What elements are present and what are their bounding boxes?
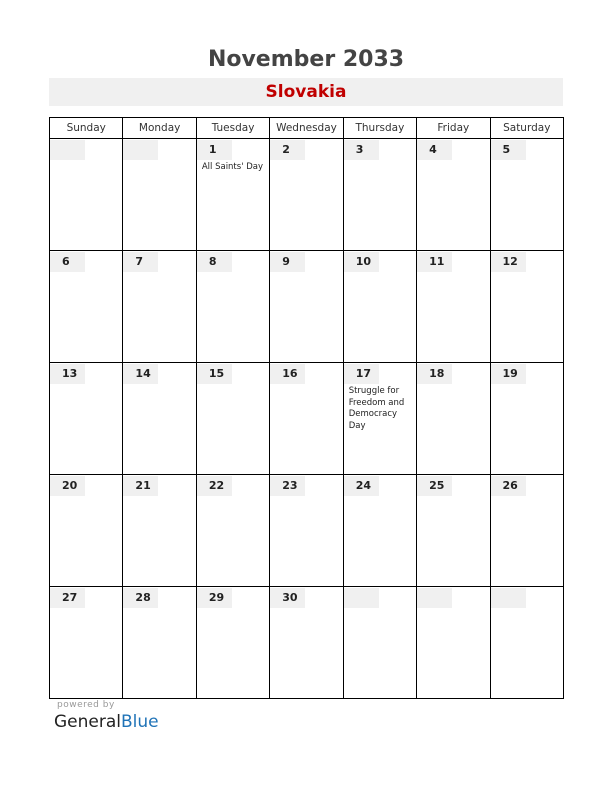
weekday-saturday: Saturday bbox=[490, 118, 563, 139]
day-number bbox=[344, 588, 379, 608]
day-number: 29 bbox=[197, 588, 232, 608]
day-cell bbox=[123, 587, 196, 699]
holiday-label: All Saints' Day bbox=[201, 162, 264, 172]
day-number: 6 bbox=[50, 252, 85, 272]
day-cell bbox=[343, 139, 416, 251]
day-number: 12 bbox=[491, 252, 526, 272]
day-number: 15 bbox=[197, 364, 232, 384]
day-number bbox=[123, 140, 158, 160]
day-cell bbox=[343, 587, 416, 699]
weekday-thursday: Thursday bbox=[343, 118, 416, 139]
day-cell bbox=[270, 139, 343, 251]
brand-blue: Blue bbox=[121, 712, 159, 732]
week-row bbox=[50, 475, 564, 587]
day-number: 11 bbox=[417, 252, 452, 272]
day-cell bbox=[123, 475, 196, 587]
day-cell bbox=[270, 587, 343, 699]
weekday-monday: Monday bbox=[123, 118, 196, 139]
day-cell bbox=[50, 587, 123, 699]
day-number: 5 bbox=[491, 140, 526, 160]
day-number: 27 bbox=[50, 588, 85, 608]
powered-by-label: powered by bbox=[57, 700, 115, 710]
day-number: 25 bbox=[417, 476, 452, 496]
day-number: 9 bbox=[270, 252, 305, 272]
calendar-grid bbox=[49, 117, 564, 699]
weekday-sunday: Sunday bbox=[50, 118, 123, 139]
day-cell bbox=[490, 475, 563, 587]
day-number bbox=[491, 588, 526, 608]
day-cell bbox=[123, 139, 196, 251]
day-number: 22 bbox=[197, 476, 232, 496]
country-banner bbox=[49, 78, 563, 106]
day-cell bbox=[50, 363, 123, 475]
weekday-friday: Friday bbox=[417, 118, 490, 139]
day-number: 18 bbox=[417, 364, 452, 384]
week-row bbox=[50, 251, 564, 363]
day-cell bbox=[270, 363, 343, 475]
day-number: 26 bbox=[491, 476, 526, 496]
country-name: Slovakia bbox=[265, 82, 347, 102]
day-cell bbox=[196, 363, 269, 475]
day-cell bbox=[50, 251, 123, 363]
day-cell bbox=[490, 251, 563, 363]
week-row bbox=[50, 139, 564, 251]
day-cell bbox=[417, 139, 490, 251]
week-row bbox=[50, 363, 564, 475]
day-cell bbox=[270, 251, 343, 363]
day-cell bbox=[196, 475, 269, 587]
day-number: 30 bbox=[270, 588, 305, 608]
day-cell bbox=[123, 363, 196, 475]
day-number: 19 bbox=[491, 364, 526, 384]
day-number: 16 bbox=[270, 364, 305, 384]
day-cell bbox=[196, 587, 269, 699]
day-cell bbox=[50, 475, 123, 587]
weekday-wednesday: Wednesday bbox=[270, 118, 343, 139]
day-number: 8 bbox=[197, 252, 232, 272]
day-cell bbox=[196, 251, 269, 363]
day-number: 24 bbox=[344, 476, 379, 496]
day-cell bbox=[417, 251, 490, 363]
holiday-label: Struggle for Freedom and Democracy Day bbox=[348, 386, 405, 431]
day-cell bbox=[343, 363, 416, 475]
day-number: 23 bbox=[270, 476, 305, 496]
day-number: 17 bbox=[344, 364, 379, 384]
day-number: 4 bbox=[417, 140, 452, 160]
day-number bbox=[417, 588, 452, 608]
day-number: 13 bbox=[50, 364, 85, 384]
page-title: November 2033 bbox=[207, 47, 405, 72]
day-cell bbox=[123, 251, 196, 363]
weekday-tuesday: Tuesday bbox=[196, 118, 269, 139]
day-cell bbox=[417, 475, 490, 587]
generalblue-logo[interactable] bbox=[54, 712, 159, 732]
day-cell bbox=[490, 587, 563, 699]
day-cell bbox=[270, 475, 343, 587]
day-number: 10 bbox=[344, 252, 379, 272]
day-number: 21 bbox=[123, 476, 158, 496]
day-cell bbox=[490, 139, 563, 251]
day-cell bbox=[490, 363, 563, 475]
day-number: 28 bbox=[123, 588, 158, 608]
weekday-header-row bbox=[50, 118, 564, 139]
day-number: 1 bbox=[197, 140, 232, 160]
day-number: 14 bbox=[123, 364, 158, 384]
day-number: 2 bbox=[270, 140, 305, 160]
day-number bbox=[50, 140, 85, 160]
week-row bbox=[50, 587, 564, 699]
brand-general: General bbox=[54, 712, 121, 732]
day-cell bbox=[343, 251, 416, 363]
day-cell bbox=[343, 475, 416, 587]
day-number: 20 bbox=[50, 476, 85, 496]
day-cell bbox=[196, 139, 269, 251]
day-cell bbox=[50, 139, 123, 251]
day-cell bbox=[417, 363, 490, 475]
day-number: 7 bbox=[123, 252, 158, 272]
day-cell bbox=[417, 587, 490, 699]
day-number: 3 bbox=[344, 140, 379, 160]
